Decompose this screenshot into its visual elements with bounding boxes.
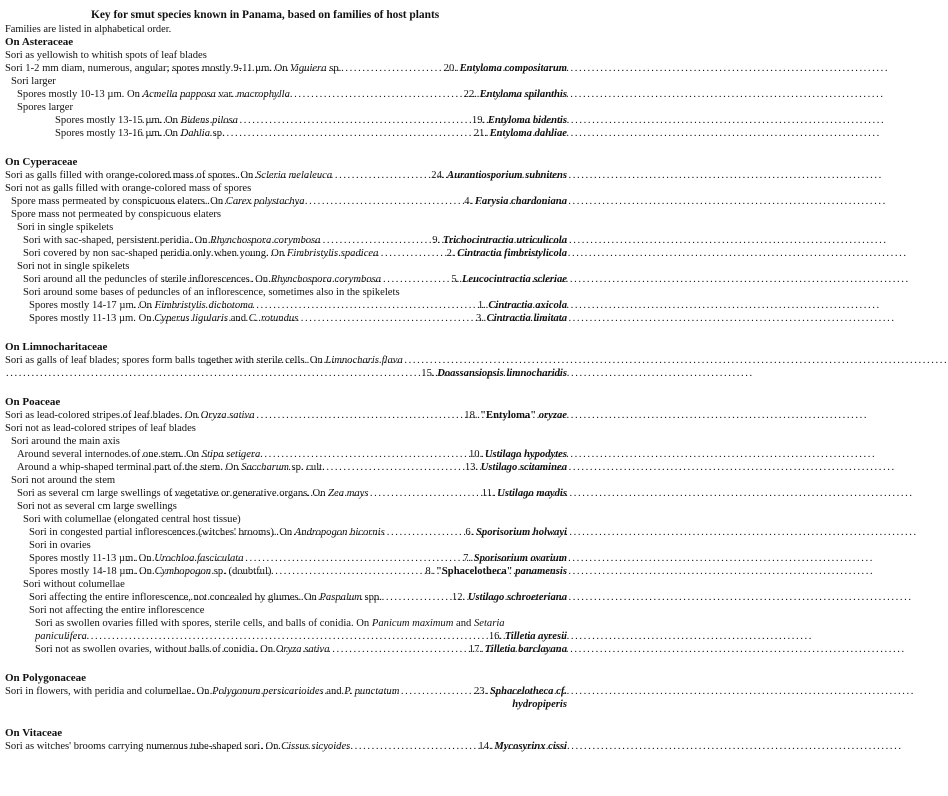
key-line: Sori as witches' brooms carrying numerous tube-shaped sori. On Cissus sicyoides ..... 14. Mycosyrinx cissi — [5, 740, 567, 753]
dot-leader — [5, 367, 421, 380]
key-line: Sori in ovaries — [29, 540, 91, 551]
section-heading: On Poaceae — [5, 396, 61, 408]
document-title: Key for smut species known in Panama, based on families of host plants — [91, 9, 440, 21]
section-polygonaceae — [5, 672, 567, 711]
dot-leader — [147, 312, 476, 325]
key-line: Spores mostly 14-17 µm. On Fimbristylis dichotoma ..... 1. Cintractia axicola — [5, 299, 567, 312]
dot-leader — [137, 114, 472, 127]
species-answer: 8. "Sphacelotheca" panamensis — [425, 566, 567, 577]
key-line: Sori not in single spikelets — [17, 261, 130, 272]
dot-leader — [159, 247, 447, 260]
species-answer: 9. Trichocintractia utriculicola — [432, 235, 567, 246]
key-line: Sori 1-2 mm diam, numerous, angular; spores mostly 9-11 µm. On Viguiera sp. ..... 20. Entyloma compositarum — [5, 62, 567, 75]
species-answer: 24. Aurantiosporium subnitens — [431, 170, 567, 181]
dot-leader — [119, 409, 464, 422]
key-line: Sori not as galls filled with orange-colored mass of spores — [5, 183, 252, 194]
key-line: Sori not as several cm large swellings — [17, 501, 177, 512]
dot-leader — [138, 195, 464, 208]
key-line: Sori as swollen ovaries filled with spores, sterile cells, and balls of conidia. On Panicum maximum and Setaria — [35, 618, 505, 629]
section-limnocharitaceae — [5, 341, 567, 380]
section-heading: On Vitaceae — [5, 727, 63, 739]
species-answer: 15. Doassansiopsis limnocharidis — [421, 368, 567, 379]
dot-leader — [136, 88, 464, 101]
key-line: Sori in flowers, with peridia and columellae. On Polygonum persicarioides and P. punctatum ..... 23. Sphacelotheca cf. — [5, 685, 567, 698]
species-answer: 4. Farysia chardoniana — [464, 196, 567, 207]
dot-leader — [147, 461, 465, 474]
species-answer: 7. Sporisorium ovarium — [463, 553, 567, 564]
key-line: Spores mostly 10-13 µm. On Acmella papposa var. macrophylla ..... 22. Entyloma spilanthis — [5, 88, 567, 101]
key-line: Sori with columellae (elongated central host tissue) — [23, 514, 241, 525]
species-answer: 14. Mycosyrinx cissi — [478, 741, 567, 752]
dot-leader — [132, 127, 474, 140]
dot-leader — [126, 565, 426, 578]
dot-leader — [199, 354, 567, 367]
key-line: Sori not affecting the entire inflorescence — [29, 605, 205, 616]
dot-leader — [139, 234, 432, 247]
dot-leader — [140, 62, 443, 75]
species-answer: 2. Cintractia fimbristylicola — [446, 248, 567, 259]
key-line-continuation: paniculifera ..... 16. Tilletia ayresii — [5, 630, 567, 643]
species-answer: 18. "Entyloma" oryzae — [464, 410, 567, 421]
key-line-continuation — [5, 367, 567, 380]
key-line: Spores mostly 14-18 µm. On Cymbopogon sp. (doubtful) ..... 8. "Sphacelotheca" panamensis — [5, 565, 567, 578]
key-line: Sori around some bases of peduncles of an inflorescence, sometimes also in the spikelets — [23, 287, 400, 298]
species-answer: 3. Cintractia limitata — [476, 313, 567, 324]
key-document — [5, 9, 567, 753]
species-answer: 5. Leucocintractia scleriae — [451, 274, 567, 285]
species-answer: 11. Ustilago maydis — [481, 488, 567, 499]
dot-leader — [165, 487, 482, 500]
key-line: Spores mostly 13-15 µm. On Bidens pilosa ..... 19. Entyloma bidentis — [5, 114, 567, 127]
dot-leader — [169, 526, 465, 539]
dot-leader — [161, 273, 451, 286]
species-answer: 10. Ustilago hypodytes — [468, 449, 567, 460]
species-answer: 17. Tilletia barclayana — [468, 644, 567, 655]
species-answer: 20. Entyloma compositarum — [443, 63, 567, 74]
species-answer: 22. Entyloma spilanthis — [463, 89, 567, 100]
species-answer: 16. Tilletia ayresii — [488, 631, 567, 642]
dot-leader — [64, 630, 489, 643]
key-line: Sori in single spikelets — [17, 222, 114, 233]
species-answer: 1. Cintractia axicola — [477, 300, 567, 311]
dot-leader — [154, 740, 478, 753]
key-line: Sori with sac-shaped, persistent peridia. On Rhynchospora corymbosa ..... 9. Trichocintractia utriculicola — [5, 234, 567, 247]
section-heading: On Limnocharitaceae — [5, 341, 108, 353]
section-asteraceae — [5, 36, 567, 140]
key-line: Spores mostly 13-16 µm. On Dahlia sp. ..... 21. Entyloma dahliae — [5, 127, 567, 140]
key-line: Sori as several cm large swellings of vegetative or generative organs. On Zea mays ..... 11. Ustilago maydis — [5, 487, 567, 500]
dot-leader — [125, 552, 463, 565]
species-answer: 13. Ustilago scitaminea — [464, 462, 567, 473]
section-poaceae — [5, 396, 567, 656]
key-line: Sori not as lead-colored stripes of leaf blades — [5, 423, 196, 434]
key-line: Sori without columellae — [23, 579, 125, 590]
key-line: Sori not as swollen ovaries, without balls of conidia. On Oryza sativa ..... 17. Tilletia barclayana — [5, 643, 567, 656]
key-line: Spores mostly 11-13 µm. On Cyperus ligularis and C. rotundus ..... 3. Cintractia limitata — [5, 312, 567, 325]
dot-leader — [134, 169, 431, 182]
section-heading: On Asteraceae — [5, 36, 74, 48]
key-line: Sori affecting the entire inflorescence, not concealed by glumes. On Paspalum spp. ..... 12. Ustilago schroeteriana — [5, 591, 567, 604]
section-cyperaceae — [5, 156, 567, 325]
key-line: Around several internodes of one stem. On Stipa setigera ..... 10. Ustilago hypodytes — [5, 448, 567, 461]
key-line: Sori not around the stem — [11, 475, 116, 486]
key-line: Sori as lead-colored stripes of leaf blades. On Oryza sativa ..... 18. "Entyloma" oryzae — [5, 409, 567, 422]
species-answer: 12. Ustilago schroeteriana — [451, 592, 567, 603]
key-line: Sori as yellowish to whitish spots of leaf blades — [5, 50, 207, 61]
key-line: Sori covered by non sac-shaped peridia only when young. On Fimbristylis spadicea ..... 2. Cintractia fimbristylicola — [5, 247, 567, 260]
species-answer: 19. Entyloma bidentis — [471, 115, 567, 126]
key-line: Spores mostly 11-13 µm. On Urochloa fasciculata ..... 7. Sporisorium ovarium — [5, 552, 567, 565]
dot-leader — [166, 685, 474, 698]
key-line: Around a whip-shaped terminal part of the stem. On Saccharum sp. cult. ..... 13. Ustilago scitaminea — [5, 461, 567, 474]
key-line: Sori as galls filled with orange-colored mass of spores. On Scleria melaleuca ..... 24. Aurantiosporium subnitens — [5, 169, 567, 182]
document-subtitle: Families are listed in alphabetical order. — [5, 24, 172, 35]
key-line: Spore mass permeated by conspicuous elaters. On Carex polystachya ..... 4. Farysia chardoniana — [5, 195, 567, 208]
species-answer: 23. Sphacelotheca cf. — [474, 686, 567, 697]
key-line: Spore mass not permeated by conspicuous elaters — [11, 209, 222, 220]
dot-leader — [127, 448, 469, 461]
species-answer: 6. Sporisorium holwayi — [465, 527, 567, 538]
key-line: Sori larger — [11, 76, 56, 87]
section-heading: On Polygonaceae — [5, 672, 86, 684]
key-line: Spores larger — [17, 102, 73, 113]
key-line: Sori around all the peduncles of sterile inflorescences. On Rhynchospora corymbosa ..... 5. Leucocintractia scleriae — [5, 273, 567, 286]
key-line-continuation: hydropiperis — [512, 699, 567, 710]
key-line: Sori in congested partial inflorescences (witches' brooms). On Andropogon bicornis ..... 6. Sporisorium holwayi — [5, 526, 567, 539]
key-line: Sori as galls of leaf blades; spores form balls together with sterile cells. On Limnocharis flava ..... — [5, 354, 567, 367]
section-heading: On Cyperaceae — [5, 156, 78, 168]
dot-leader — [164, 591, 452, 604]
dot-leader — [157, 643, 469, 656]
section-vitaceae — [5, 727, 567, 753]
dot-leader — [132, 299, 478, 312]
key-line: Sori around the main axis — [11, 436, 120, 447]
species-answer: 21. Entyloma dahliae — [473, 128, 567, 139]
